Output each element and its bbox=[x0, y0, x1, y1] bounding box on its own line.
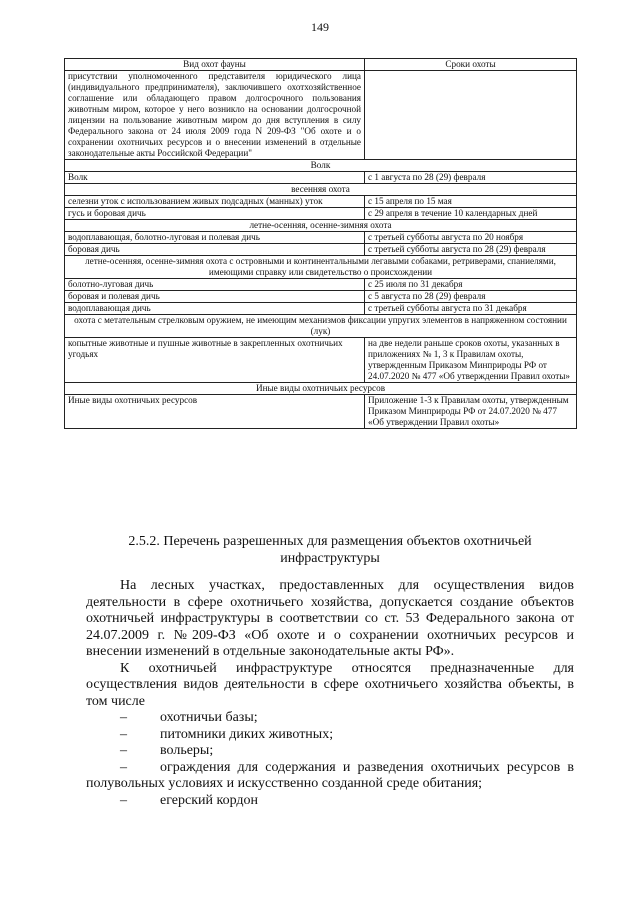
dash-marker: – bbox=[120, 743, 127, 758]
section-title: 2.5.2. Перечень разрешенных для размещения объектов охотничьей инфраструктуры bbox=[128, 534, 532, 566]
hunting-seasons-table bbox=[64, 58, 577, 429]
header-species: Вид охот фауны bbox=[65, 59, 365, 71]
dash-marker: – bbox=[120, 792, 127, 808]
species-cell: боровая и полевая дичь bbox=[65, 291, 365, 303]
list-item bbox=[86, 743, 574, 760]
period-cell: с 25 июля по 31 декабря bbox=[365, 279, 577, 291]
group-row bbox=[65, 315, 577, 338]
period-cell: на две недели раньше сроков охоты, указанных в приложениях № 1, 3 к Правилам охоты, утвержденным Приказом Минприроды РФ от 24.07.2020 № 477 «Об утверждении Правил охоты» bbox=[365, 338, 577, 383]
list-item-text: ограждения для содержания и разведения охотничьих ресурсов в полувольных условиях и искусственно созданной среде обитания; bbox=[86, 759, 574, 791]
group-spring: весенняя охота bbox=[65, 184, 577, 196]
table-row bbox=[65, 303, 577, 315]
table-row bbox=[65, 208, 577, 220]
group-bow: охота с метательным стрелковым оружием, не имеющим механизмов фиксации упругих элементов в напряженном состоянии (лук) bbox=[65, 315, 577, 338]
list-item-text: егерский кордон bbox=[160, 792, 259, 808]
species-cell: водоплавающая дичь bbox=[65, 303, 365, 315]
paragraph: На лесных участках, предоставленных для осуществления видов деятельности в сфере охотничьего хозяйства, допускается создание объектов охотничьей инфраструктуры в соответствии со ст. 53 Федерального закона от 24.07.2009 г. №209-ФЗ «Об охоте и о сохранении охотничьих ресурсов и внесении изменений в отдельные законодательные акты РФ». bbox=[86, 578, 574, 659]
table-row bbox=[65, 395, 577, 429]
period-cell: с третьей субботы августа по 20 ноября bbox=[365, 232, 577, 244]
list-item-text: питомники диких животных; bbox=[160, 726, 334, 742]
paragraph: К охотничьей инфраструктуре относятся предназначенные для осуществления видов деятельности в сфере охотничьего хозяйства объекты, в том числе bbox=[86, 660, 574, 709]
dash-marker: – bbox=[120, 710, 127, 725]
group-wolf: Волк bbox=[65, 160, 577, 172]
table-row bbox=[65, 279, 577, 291]
table-row bbox=[65, 172, 577, 184]
page-number: 149 bbox=[311, 20, 329, 34]
group-row bbox=[65, 184, 577, 196]
period-cell: с 29 апреля в течение 10 календарных дней bbox=[365, 208, 577, 220]
period-cell: с третьей субботы августа по 31 декабря bbox=[365, 303, 577, 315]
period-cell: с 1 августа по 28 (29) февраля bbox=[365, 172, 577, 184]
group-row bbox=[65, 220, 577, 232]
list-item-text: охотничьи базы; bbox=[160, 710, 258, 725]
period-cell: Приложение 1-3 к Правилам охоты, утвержденным Приказом Минприроды РФ от 24.07.2020 № 477 «Об утверждении Правил охоты» bbox=[365, 395, 577, 429]
table-row bbox=[65, 244, 577, 256]
group-other: Иные виды охотничьих ресурсов bbox=[65, 383, 577, 395]
period-cell: с третьей субботы августа по 28 (29) февраля bbox=[365, 244, 577, 256]
group-row bbox=[65, 160, 577, 172]
species-cell: болотно-луговая дичь bbox=[65, 279, 365, 291]
group-row bbox=[65, 256, 577, 279]
species-cell: гусь и боровая дичь bbox=[65, 208, 365, 220]
dash-marker: – bbox=[120, 726, 127, 742]
table-row bbox=[65, 232, 577, 244]
table-row bbox=[65, 338, 577, 383]
species-cell: Волк bbox=[65, 172, 365, 184]
empty-cell bbox=[365, 71, 577, 160]
species-cell: Иные виды охотничьих ресурсов bbox=[65, 395, 365, 429]
list-item-text: вольеры; bbox=[160, 743, 214, 758]
species-cell: копытные животные и пушные животные в закрепленных охотничьих угодьях bbox=[65, 338, 365, 383]
period-cell: с 15 апреля по 15 мая bbox=[365, 196, 577, 208]
table-header-row bbox=[65, 59, 577, 71]
list-item bbox=[86, 760, 574, 793]
dash-marker: – bbox=[120, 759, 127, 775]
section-body bbox=[86, 578, 574, 809]
group-row bbox=[65, 383, 577, 395]
table-row bbox=[65, 71, 577, 160]
species-cell: боровая дичь bbox=[65, 244, 365, 256]
species-cell: водоплавающая, болотно-луговая и полевая дичь bbox=[65, 232, 365, 244]
header-periods: Сроки охоты bbox=[365, 59, 577, 71]
intro-cell: присутствии уполномоченного представителя юридического лица (индивидуального предпринимателя), заключившего охотхозяйственное соглашение или обладающего правом долгосрочного пользования животным миром, которое у него возникло на основании долгосрочной лицензии на пользование животным миром до дня вступления в силу Федерального закона от 24 июля 2009 года N 209-ФЗ "Об охоте и о сохранении охотничьих ресурсов и о внесении изменений в отдельные законодательные акты Российской Федерации" bbox=[65, 71, 365, 160]
list-item bbox=[86, 710, 574, 727]
list-item bbox=[86, 793, 574, 810]
table-row bbox=[65, 291, 577, 303]
group-autumn: летне-осенняя, осенне-зимняя охота bbox=[65, 220, 577, 232]
species-cell: селезни уток с использованием живых подсадных (манных) уток bbox=[65, 196, 365, 208]
group-dogs: летне-осенняя, осенне-зимняя охота с островными и континентальными легавыми собаками, ретриверами, спаниелями, имеющими справку или свидетельство о происхождении bbox=[65, 256, 577, 279]
table-row bbox=[65, 196, 577, 208]
period-cell: с 5 августа по 28 (29) февраля bbox=[365, 291, 577, 303]
list-item bbox=[86, 727, 574, 744]
